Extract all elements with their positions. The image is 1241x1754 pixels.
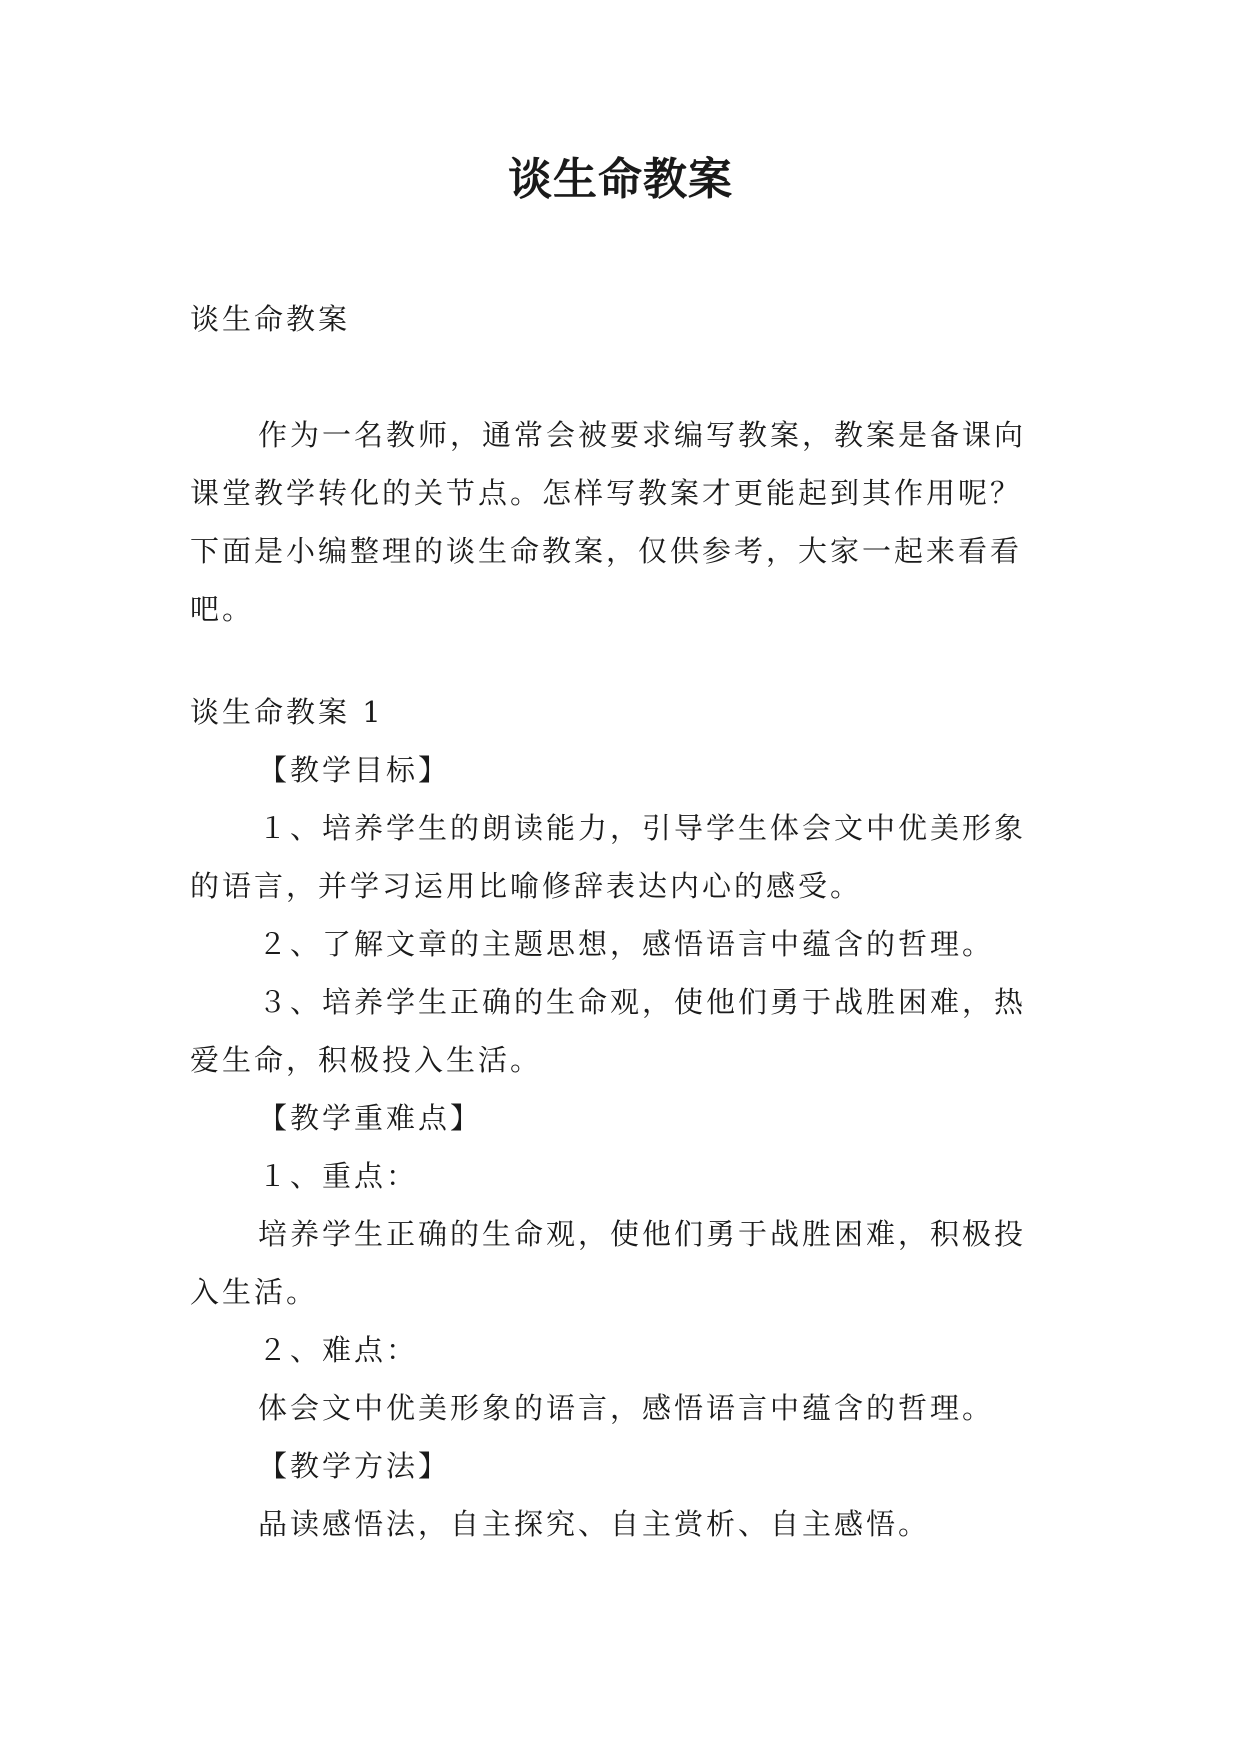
goals-heading: 【教学目标】 [258, 753, 451, 787]
method-text: 品读感悟法，自主探究、自主赏析、自主感悟。 [258, 1507, 931, 1541]
intro-paragraph: 作为一名教师，通常会被要求编写教案，教案是备课向课堂教学转化的关节点。怎样写教案才更能起到其作用呢？下面是小编整理的谈生命教案，仅供参考，大家一起来看看吧。 [190, 418, 1027, 626]
method-heading: 【教学方法】 [258, 1449, 451, 1483]
key-point-label: １、重点： [258, 1159, 419, 1193]
difficult-point-label: ２、难点： [258, 1333, 419, 1367]
difficult-point-text: 体会文中优美形象的语言，感悟语言中蕴含的哲理。 [258, 1391, 995, 1425]
key-difficult-heading: 【教学重难点】 [258, 1101, 483, 1135]
section-heading: 谈生命教案 1 [190, 695, 384, 729]
document-title: 谈生命教案 [508, 154, 733, 205]
goal-item-1: １、培养学生的朗读能力，引导学生体会文中优美形象的语言，并学习运用比喻修辞表达内心的感受。 [190, 811, 1027, 903]
goal-item-3: ３、培养学生正确的生命观，使他们勇于战胜困难，热爱生命，积极投入生活。 [190, 985, 1027, 1077]
document-body [190, 290, 1050, 1553]
document-subtitle: 谈生命教案 [190, 302, 351, 336]
key-point-text: 培养学生正确的生命观，使他们勇于战胜困难，积极投入生活。 [190, 1217, 1027, 1309]
goal-item-2: ２、了解文章的主题思想，感悟语言中蕴含的哲理。 [258, 927, 995, 961]
